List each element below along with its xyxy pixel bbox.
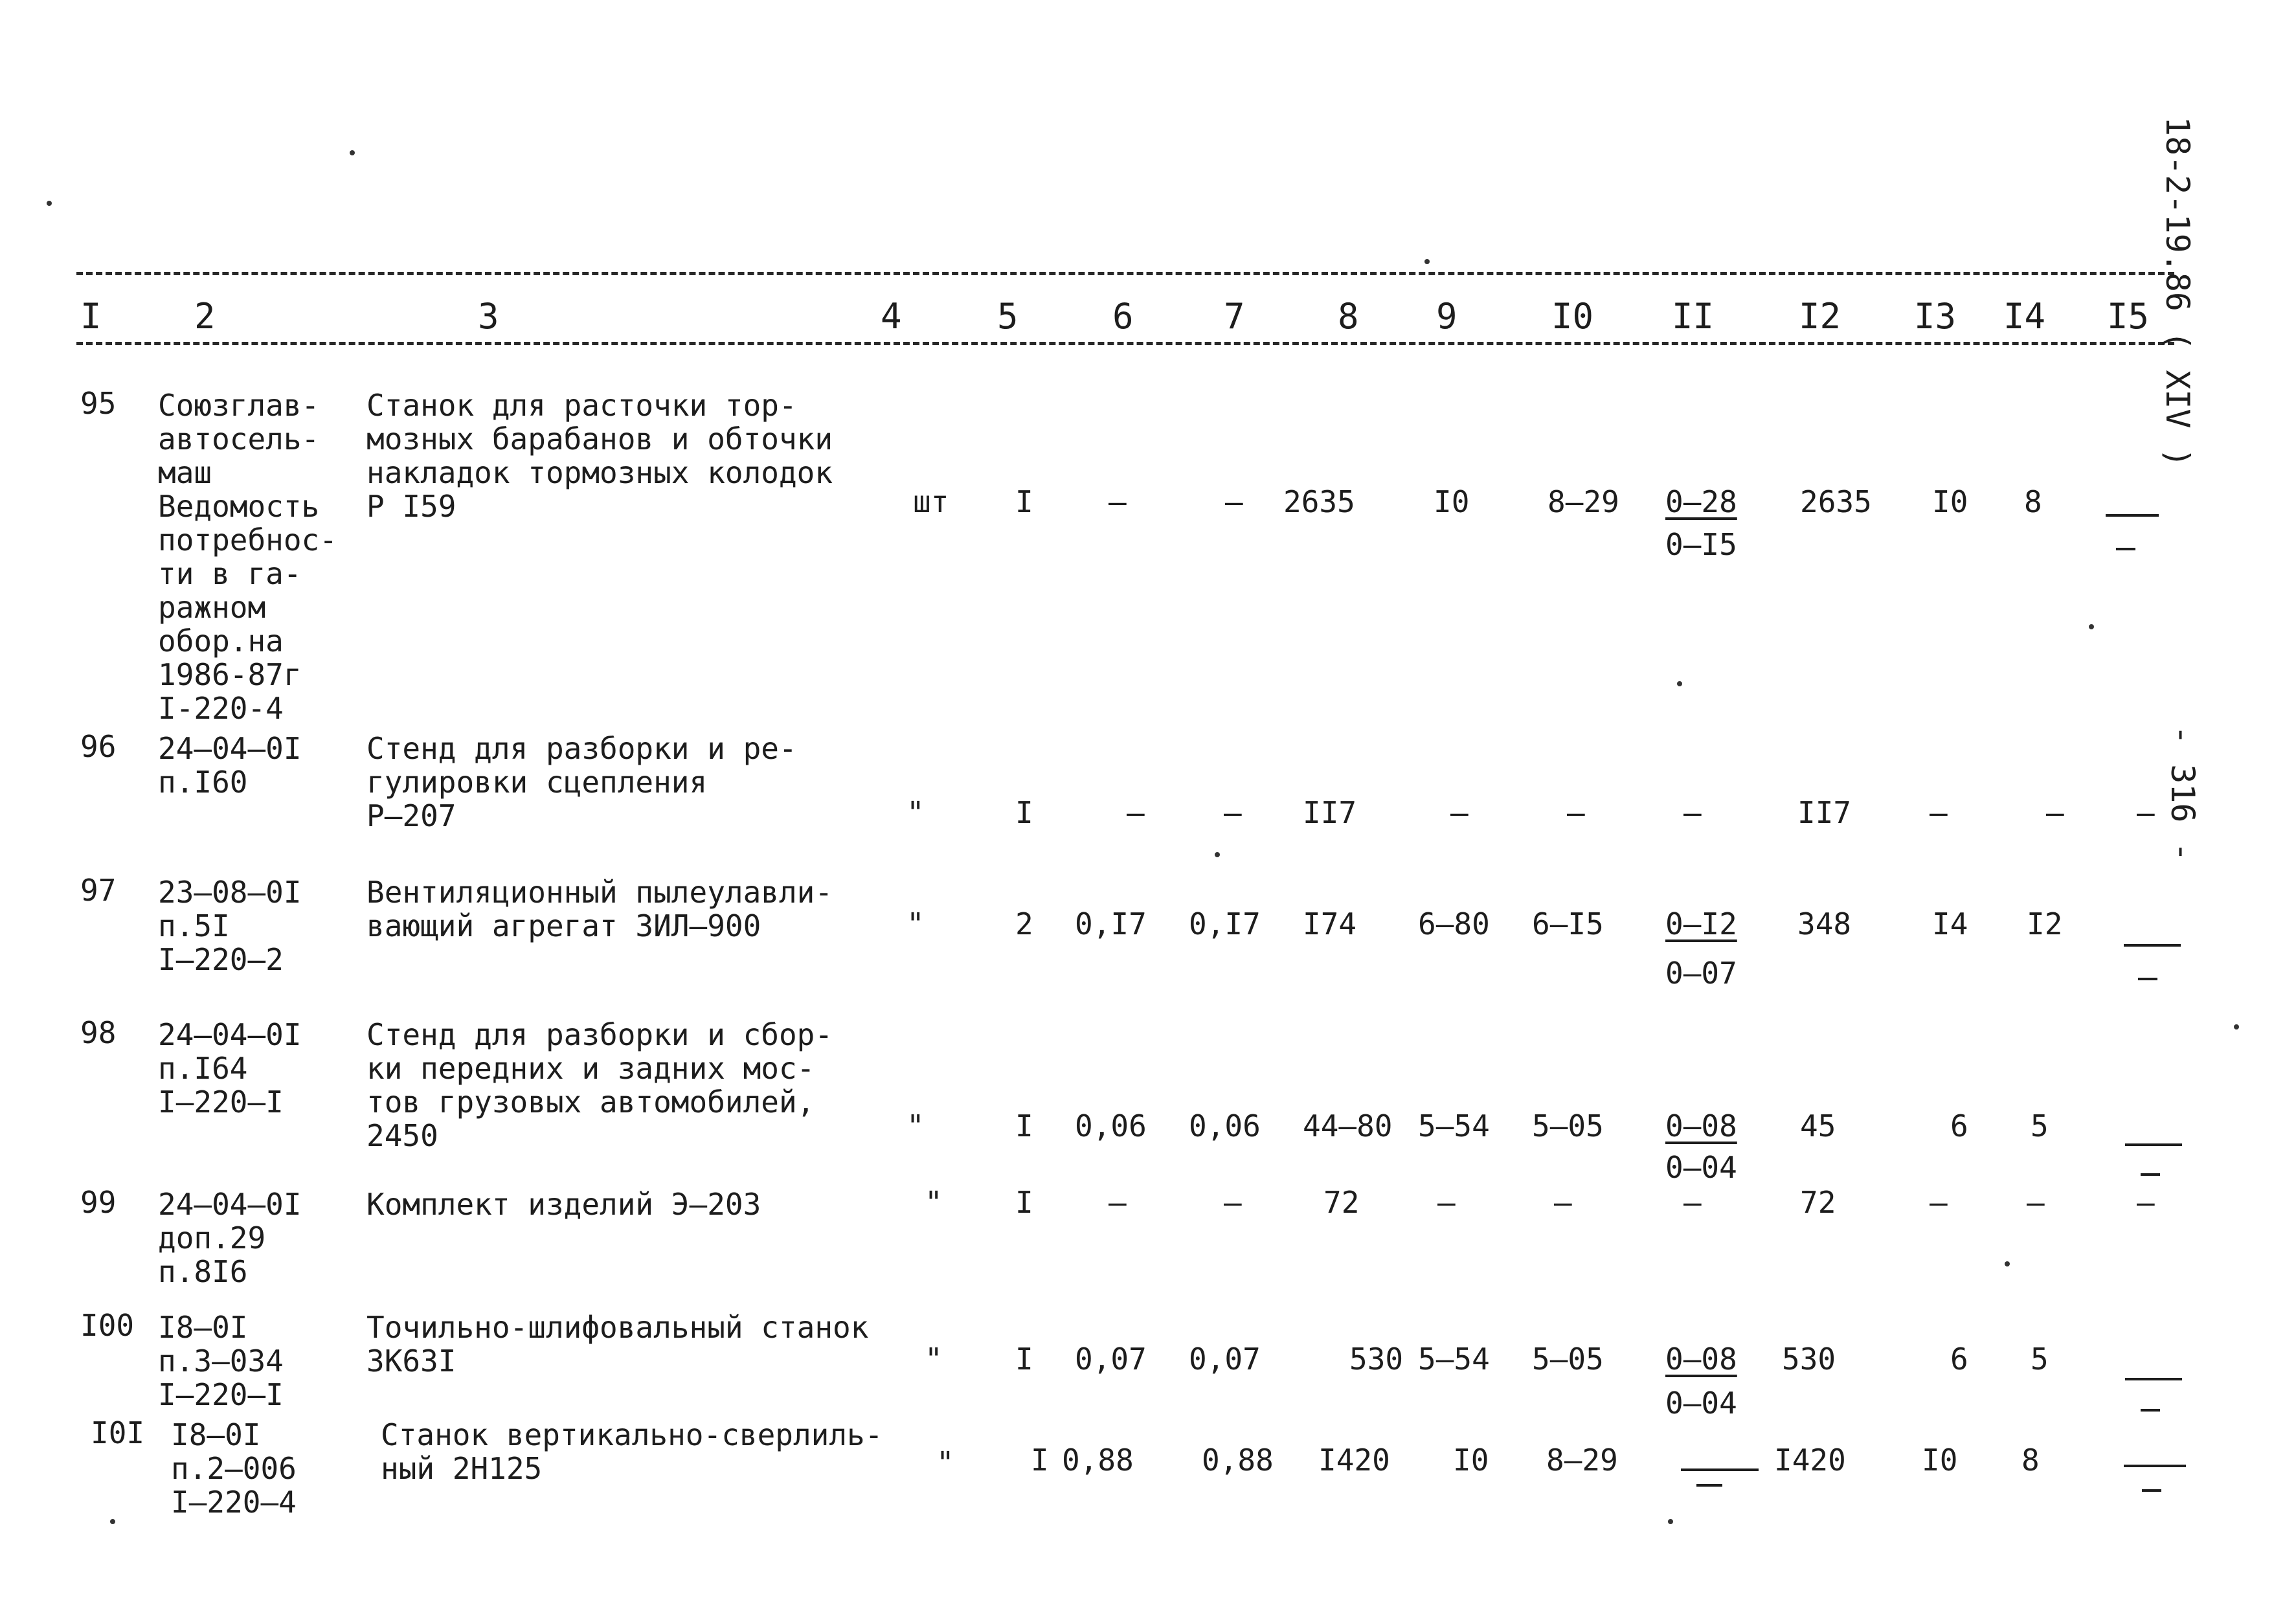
row-col9: 5–54 [1418,1342,1490,1377]
row-col11-bottom: 0–I5 [1665,527,1737,562]
row-col13: – [1930,795,1948,830]
row-col12: 2635 [1800,484,1872,519]
row-col11-top: 0–I2 [1665,906,1737,941]
row-col5: I [1031,1443,1049,1478]
row-col11-bottom: 0–07 [1665,956,1737,991]
row-col9: 5–54 [1418,1108,1490,1143]
col-header-6: 6 [1112,296,1134,337]
row-col14: 8 [2024,484,2042,519]
scan-speck [110,1519,115,1524]
row-col12: 348 [1797,906,1852,941]
row-unit: " [906,906,925,941]
col15-dash-top [2106,514,2159,517]
row-col10: 8–29 [1548,484,1619,519]
scan-speck [1424,259,1430,264]
row-col12: 45 [1800,1108,1836,1143]
row-name: Станок вертикально-сверлиль- ный 2Н125 [381,1417,883,1486]
row-col11-top: – [1683,795,1702,830]
row-col9: – [1450,795,1469,830]
row-number: 98 [80,1015,117,1050]
scan-speck [1677,681,1682,686]
row-col10: 5–05 [1532,1108,1604,1143]
col-header-4: 4 [881,296,902,337]
row-reference: 24–04–0I п.I60 [158,731,302,800]
col11-dash-top [1681,1468,1759,1471]
row-col13: – [1930,1185,1948,1220]
row-col12: 72 [1800,1185,1836,1220]
col15-dash-bottom [2138,978,2157,980]
row-col6: – [1109,1185,1127,1220]
row-unit: " [906,1108,925,1143]
row-col8: 2635 [1283,484,1355,519]
row-col6: – [1109,484,1127,519]
row-col13: 6 [1950,1342,1968,1377]
row-number: I0I [91,1415,145,1450]
row-col14: I2 [2027,906,2063,941]
row-reference: I8–0I п.2–006 I–220–4 [171,1417,297,1520]
row-col7: – [1225,484,1243,519]
row-number: 99 [80,1185,117,1220]
row-col10: 6–I5 [1532,906,1604,941]
margin-reference: 18-2-19.86 ( XIV ) [2159,117,2196,467]
row-reference: I8–0I п.3–034 I–220–I [158,1310,284,1412]
row-col14: – [2027,1185,2045,1220]
row-col11-top: – [1683,1185,1702,1220]
col-header-8: 8 [1338,296,1359,337]
col15-dash-top [2125,1143,2182,1146]
col15-dash-top [2125,1378,2182,1380]
row-col5: I [1015,795,1033,830]
row-col11-top: 0–08 [1665,1342,1737,1377]
row-name: Стенд для разборки и сбор- ки передних и задних мос- тов грузовых автомобилей, 2450 [366,1017,833,1153]
col-header-7: 7 [1224,296,1245,337]
row-col8: 530 [1349,1342,1404,1377]
row-name: Точильно-шлифовальный станок 3К63I [366,1310,869,1378]
col15-dash-bottom [2116,548,2135,550]
row-col6: 0,07 [1075,1342,1147,1377]
col-header-13: I3 [1914,296,1957,337]
row-col8: I74 [1303,906,1357,941]
row-col8: II7 [1303,795,1357,830]
row-col10: – [1567,795,1585,830]
row-col5: 2 [1015,906,1033,941]
row-col14: – [2046,795,2064,830]
row-col10: 5–05 [1532,1342,1604,1377]
row-col6: 0,06 [1075,1108,1147,1143]
col-header-14: I4 [2003,296,2046,337]
row-name: Стенд для разборки и ре- гулировки сцепления Р–207 [366,731,797,833]
row-number: 97 [80,873,117,908]
col-header-3: 3 [478,296,499,337]
row-col6: 0,I7 [1075,906,1147,941]
page-number-marker: - 316 - [2164,725,2201,862]
row-col10: 8–29 [1546,1443,1618,1478]
row-col7: 0,07 [1189,1342,1261,1377]
row-reference: 24–04–0I п.I64 I–220–I [158,1017,302,1120]
row-reference: 23–08–0I п.5I I–220–2 [158,875,302,977]
row-col5: I [1015,1108,1033,1143]
col15-dash-top [2124,944,2181,947]
row-name: Вентиляционный пылеулавли- вающий агрегат ЗИЛ–900 [366,875,833,943]
row-col5: I [1015,1342,1033,1377]
col11-dash-bottom [1696,1484,1722,1487]
col-header-11: II [1672,296,1715,337]
row-col11-bottom: 0–04 [1665,1386,1737,1421]
row-col10: – [1554,1185,1572,1220]
row-col6: 0,88 [1062,1443,1134,1478]
col-header-1: I [80,296,102,337]
row-col9: I0 [1434,484,1470,519]
scan-speck [47,201,52,206]
row-col14: 5 [2031,1342,2049,1377]
col-header-15: I5 [2107,296,2150,337]
row-col13: 6 [1950,1108,1968,1143]
col-header-10: I0 [1551,296,1594,337]
scan-speck [2234,1024,2239,1030]
row-col13: I4 [1932,906,1968,941]
row-col7: 0,06 [1189,1108,1261,1143]
col-header-5: 5 [997,296,1019,337]
row-unit: " [925,1342,943,1377]
row-col8: 44–80 [1303,1108,1393,1143]
row-col9: I0 [1453,1443,1489,1478]
header-top-rule [76,272,2174,275]
row-col14: 5 [2031,1108,2049,1143]
row-col11-top: 0–28 [1665,484,1737,519]
col-header-9: 9 [1436,296,1458,337]
row-unit: " [936,1445,954,1480]
row-col8: I420 [1318,1443,1390,1478]
row-name: Комплект изделий Э–203 [366,1187,761,1222]
row-col14: 8 [2021,1443,2040,1478]
row-number: 95 [80,386,117,421]
row-unit: шт [913,484,949,519]
row-reference: Союзглав- автосель- маш Ведомость потребнос- ти в га- ражном обор.на 1986-87г I-220-4 [158,388,337,726]
row-reference: 24–04–0I доп.29 п.8I6 [158,1187,302,1289]
col15-dash-top [2124,1465,2186,1467]
scan-speck [1215,852,1220,857]
scan-speck [350,150,355,155]
row-col5: I [1015,484,1033,519]
scan-speck [1668,1519,1673,1524]
row-col7: 0,I7 [1189,906,1261,941]
row-unit: " [925,1185,943,1220]
row-col12: II7 [1797,795,1852,830]
row-col11-top: 0–08 [1665,1108,1737,1143]
row-col9: – [1437,1185,1456,1220]
row-col7: 0,88 [1202,1443,1274,1478]
col15-dash-bottom [2141,1173,2160,1176]
row-col13: I0 [1922,1443,1958,1478]
row-col12: 530 [1782,1342,1836,1377]
row-col5: I [1015,1185,1033,1220]
col-header-12: I2 [1799,296,1841,337]
row-col8: 72 [1323,1185,1360,1220]
col-header-2: 2 [194,296,216,337]
row-number: 96 [80,729,117,764]
scan-speck [2089,624,2094,629]
row-col12: I420 [1774,1443,1846,1478]
scan-speck [2005,1261,2010,1266]
row-col15: – [2137,1185,2155,1220]
row-col7: – [1224,795,1242,830]
row-col9: 6–80 [1418,906,1490,941]
row-col11-bottom: 0–04 [1665,1150,1737,1185]
row-unit: " [906,795,925,830]
row-col13: I0 [1932,484,1968,519]
row-name: Станок для расточки тор- мозных барабанов и обточки накладок тормозных колодок Р I59 [366,388,833,524]
row-col15: – [2137,795,2155,830]
col15-dash-bottom [2141,1409,2160,1412]
col15-dash-bottom [2142,1489,2161,1492]
row-col7: – [1224,1185,1242,1220]
header-bottom-rule [76,342,2174,345]
row-number: I00 [80,1308,135,1343]
row-col6: – [1127,795,1145,830]
